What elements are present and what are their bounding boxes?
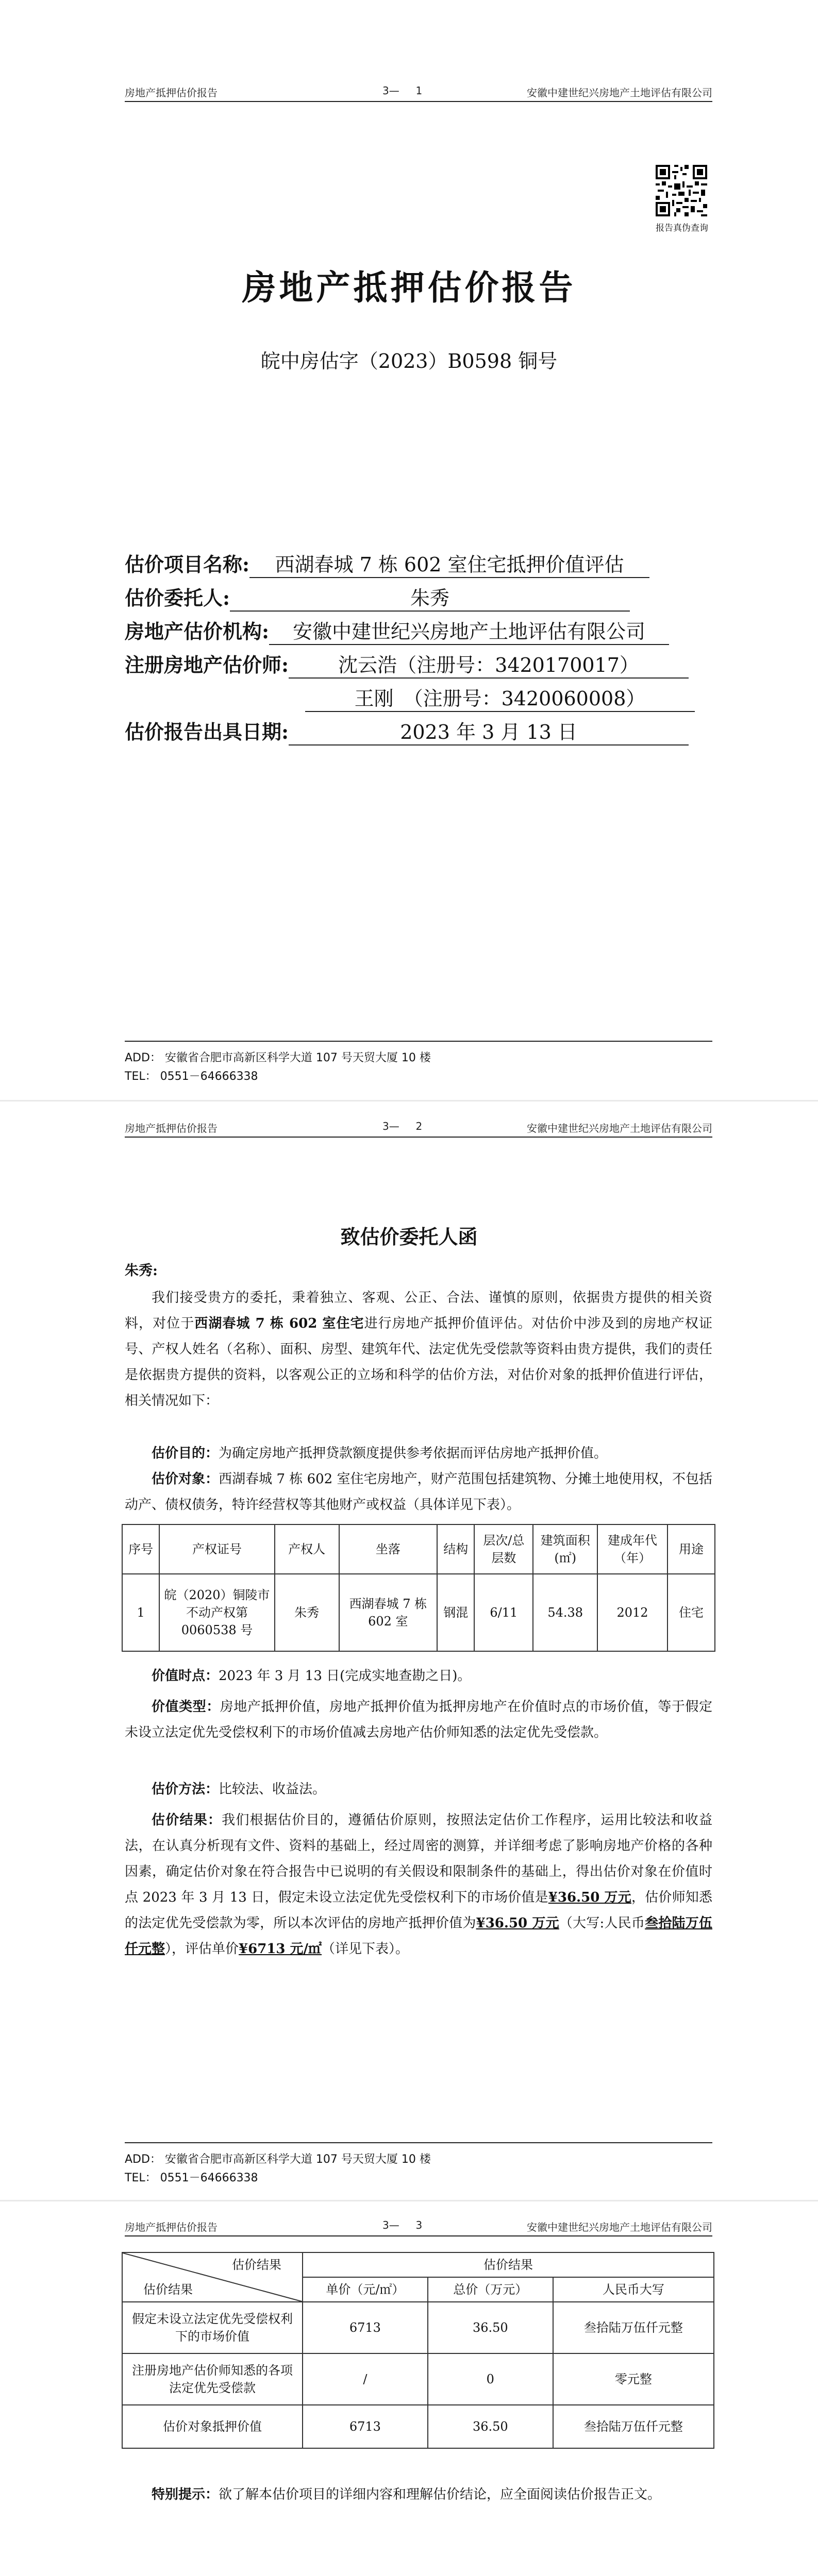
diagonal-header-cell: 估价结果 估价结果	[122, 2252, 303, 2302]
header-left: 房地产抵押估价报告	[125, 87, 218, 99]
info-agency: 房地产估价机构: 安徽中建世纪兴房地产土地评估有限公司	[125, 616, 669, 645]
qr-caption: 报告真伪查询	[656, 223, 708, 233]
page-letter	[0, 1101, 818, 2201]
special-tip: 特别提示：欲了解本估价项目的详细内容和理解估价结论，应全面阅读估价报告正文。	[152, 2487, 661, 2502]
letter-title: 致估价委托人函	[340, 1225, 478, 1248]
report-number: 皖中房估字（2023）B0598 铜号	[260, 350, 558, 372]
info-report-date: 估价报告出具日期: 2023 年 3 月 13 日	[125, 716, 689, 745]
running-header: 房地产抵押估价报告 3— 3 安徽中建世纪兴房地产土地评估有限公司	[125, 2217, 712, 2236]
header-right: 安徽中建世纪兴房地产土地评估有限公司	[527, 87, 712, 99]
page-summary	[0, 2201, 818, 2576]
result-paragraph: 估价结果：我们根据估价目的，遵循估价原则，按照法定估价工作程序，运用比较法和收益法，在认真分析现有文件、资料的基础上，经过周密的测算，并详细考虑了影响房地产价格的各种因素，确定估价对象在符合报告中已说明的有关假设和限制条件的基础上，得出估价对象在价值时点 2023 年 3 月 13 日，假定未设立法定优先受偿权利下的市场价值是¥36.50 万元，估价师知悉的法定优先受偿款为零，所以本次评估的房地产抵押价值为¥36.50 万元（大写:人民币叁拾陆万伍仟元整），评估单价¥6713 元/㎡（详见下表）。	[125, 1812, 712, 1957]
value-type-paragraph: 价值类型：房地产抵押价值，房地产抵押价值为抵押房地产在价值时点的市场价值，等于假定未设立法定优先受偿权利下的市场价值减去房地产估价师知悉的法定优先受偿款。	[125, 1699, 712, 1740]
cover-title: 房地产抵押估价报告	[242, 267, 576, 308]
running-footer: ADD： 安徽省合肥市高新区科学大道 107 号天贸大厦 10 楼 TEL： 0551－64666338	[125, 2142, 712, 2188]
info-appraiser-2: 王刚 （注册号：3420060008）	[305, 683, 695, 712]
running-header	[125, 82, 712, 102]
info-appraiser-1: 注册房地产估价师: 沈云浩（注册号：3420170017）	[125, 649, 689, 679]
method-paragraph: 估价方法：比较法、收益法。	[152, 1782, 326, 1797]
letter-intro: 我们接受贵方的委托，秉着独立、客观、公正、合法、谨慎的原则，依据贵方提供的相关资料，对位于西湖春城 7 栋 602 室住宅进行房地产抵押价值评估。对估价中涉及到的房地产权证号、产权人姓名（名称）、面积、房型、建筑年代、法定优先受偿款等资料由贵方提供，我们的责任是依据贵方提供的资料，以客观公正的立场和科学的估价方法，对估价对象的抵押价值进行评估，相关情况如下：	[125, 1290, 712, 1409]
table-row: 假定未设立法定优先受偿权利下的市场价值 6713 36.50 叁拾陆万伍仟元整	[122, 2302, 714, 2353]
table-header-row: 序号 产权证号 产权人 坐落 结构 层次/总层数 建筑面积(㎡) 建成年代（年） 用途	[122, 1524, 715, 1574]
running-footer: ADD： 安徽省合肥市高新区科学大道 107 号天贸大厦 10 楼 TEL： 0551－64666338	[125, 1041, 712, 1086]
value-date-paragraph: 价值时点：2023 年 3 月 13 日(完成实地查勘之日)。	[152, 1668, 471, 1684]
group-header: 估价结果	[303, 2252, 714, 2277]
table-row: 估价对象抵押价值 6713 36.50 叁拾陆万伍仟元整	[122, 2405, 714, 2448]
page-cover	[0, 0, 818, 1100]
table-row: 注册房地产估价师知悉的各项法定优先受偿款 / 0 零元整	[122, 2353, 714, 2405]
property-table	[122, 1524, 715, 1652]
header-page-number: 3— 1	[382, 84, 423, 97]
salutation: 朱秀:	[125, 1263, 158, 1279]
qr-code-icon[interactable]	[656, 165, 707, 216]
info-project: 估价项目名称: 西湖春城 7 栋 602 室住宅抵押价值评估	[125, 549, 649, 578]
table-row: 1 皖（2020）铜陵市不动产权第 0060538 号 朱秀 西湖春城 7 栋 602 室 钢混 6/11 54.38 2012 住宅	[122, 1574, 715, 1651]
info-client: 估价委托人: 朱秀	[125, 582, 630, 612]
valuation-summary-table: 估价结果 估价结果 估价结果 单价（元/㎡） 总价（万元） 人民币大写 假定未设立法定优先受偿权利下的市场价值 6713 36.50 叁拾陆万伍仟元整 注册房地产估价师知悉的各项法定优先受偿款 / 0 零元整 估价对象抵押价值 6713 36.50 叁拾陆万伍仟元整	[122, 2252, 714, 2449]
purpose-paragraph: 估价目的：为确定房地产抵押贷款额度提供参考依据而评估房地产抵押价值。	[152, 1446, 608, 1461]
running-header: 房地产抵押估价报告 3— 2 安徽中建世纪兴房地产土地评估有限公司	[125, 1118, 712, 1138]
object-paragraph: 估价对象：西湖春城 7 栋 602 室住宅房地产，财产范围包括建筑物、分摊土地使用权，不包括动产、债权债务，特许经营权等其他财产或权益（具体详见下表）。	[125, 1471, 712, 1513]
